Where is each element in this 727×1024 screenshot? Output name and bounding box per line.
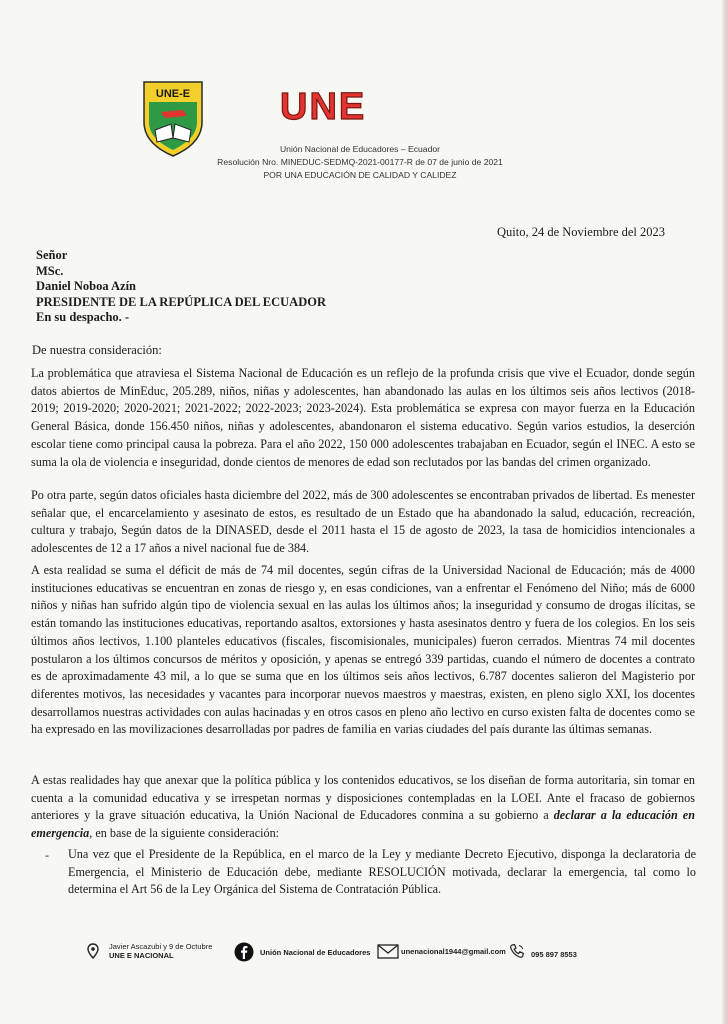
body-bullet-paragraph: Una vez que el Presidente de la República, en el marco de la Ley y mediante Decreto Ejecutivo, disponga la declaratoria de Emergencia, el Ministerio de Educación debe, mediante RESOLUCIÓN motivada, declarar la emergencia, tal como lo determina el Art 56 de la Ley Orgánica del Sistema de Contratación Pública. [68, 847, 696, 897]
footer-email[interactable] [377, 944, 506, 959]
shield-label: UNE-E [155, 88, 191, 100]
org-name: Unión Nacional de Educadores – Ecuador [279, 144, 441, 154]
address-line-3: Daniel Noboa Azín [36, 279, 137, 293]
organization-header [190, 143, 530, 182]
footer-phone[interactable] [509, 943, 577, 959]
letter-date: Quito, 24 de Noviembre del 2023 [497, 225, 666, 239]
page-edge-shadow [721, 0, 727, 1024]
facebook-icon [234, 942, 254, 962]
letter-footer [0, 938, 727, 968]
footer-address-line-2: UNE E NACIONAL [109, 951, 174, 960]
body-paragraph-3: A esta realidad se suma el déficit de más de 74 mil docentes, según cifras de la Universidad Nacional de Educación; más de 4000 instituciones educativas se encuentran en zonas de riesgo y, en esas condiciones, van a enfrentar el Fenómeno del Niño; más de 6000 niños y niñas han sufrido algún tipo de violencia sexual en las aulas los últimos años; la inseguridad y consumo de drogas ilícitas, se están tomando las instituciones educativas, reportando asaltos, extorsiones y hasta asesinatos dentro y fuera de los colegios. En los seis últimos años lectivos, 1.100 planteles educativos (fiscales, fiscomisionales, municipales) fueron cerrados. Mientras 74 mil docentes postularon a los últimos concursos de méritos y oposición, y apenas se entregó 339 partidas, cuando el número de docentes a contrato es de aproximadamente 43 mil, a lo que se suma que en los últimos seis años lectivos, 6.787 docentes salieron del Magisterio por diferentes motivos, las necesidades y vacantes para incorporar nuevos maestros y maestras, existen, en pleno siglo XXI, los docentes desarrollamos nuestras actividades con aulas hacinadas y en otros casos en pleno año lectivo en curso existen falta de docentes como se ha expresado en las movilizaciones desarrolladas por padres de familia en varias ciudades del país durante las últimas semanas. [31, 563, 695, 737]
body-paragraph-1: La problemática que atraviesa el Sistema Nacional de Educación es un reflejo de la profunda crisis que vive el Ecuador, donde según datos abiertos de MinEduc, 205.289, niños, niñas y adolescentes, han abandonado las aulas en los últimos seis años lectivos (2018-2019; 2019-2020; 2020-2021; 2021-2022; 2022-2023; 2023-2024). Esta problemática se expresa con mayor fuerza en la Educación General Básica, donde 156.450 niños, niñas y adolescentes, abandonaron el sistema educativo. Según varios estudios, la deserción escolar tiene como principal causa la pobreza. Para el año 2022, 150 000 adolescentes trabajaban en Ecuador, según el INEC. A esto se suma la ola de violencia e inseguridad, donde cientos de menores de edad son reclutados por las bandas del crimen organizado. [31, 366, 695, 469]
address-line-2: MSc. [36, 263, 64, 278]
mail-icon [377, 944, 399, 959]
une-brand-logo: UNE [280, 86, 367, 128]
body-paragraph-4 [31, 772, 695, 843]
footer-address [87, 942, 212, 960]
phone-icon [509, 943, 525, 959]
footer-facebook[interactable] [234, 942, 370, 962]
body-paragraph-2: Po otra parte, según datos oficiales hasta diciembre del 2022, más de 300 adolescentes se encontraban privados de libertad. Es menester señalar que, el encarcelamiento y asesinato de estos, es resultado de un Estado que ha abandonado la salud, educación, recreación, cultura y trabajo, Según datos de la DINASED, desde el 2011 hasta el 15 de agosto de 2023, la tasa de homicidios intencionales a adolescentes de 12 a 17 años a nivel nacional fue de 384. [31, 488, 695, 556]
phone-number: 095 897 8553 [531, 949, 577, 959]
org-resolution: Resolución Nro. MINEDUC-SEDMQ-2021-00177-R de 07 de junio de 2021 [217, 157, 503, 167]
bullet-marker: - [45, 848, 49, 862]
emergency-emphasis: declarar a la educación en emergencia [31, 808, 695, 841]
footer-address-line-1: Javier Ascazubi y 9 de Octubre [109, 942, 213, 951]
email-address: unenacional1944@gmail.com [401, 947, 506, 956]
location-pin-icon [87, 943, 99, 959]
facebook-label: Unión Nacional de Educadores [260, 947, 371, 957]
address-line-5: En su despacho. - [36, 310, 130, 324]
address-line-1: Señor [36, 248, 68, 262]
paragraph-4-text-b: , en base de la siguiente consideración: [89, 826, 280, 841]
salutation: De nuestra consideración: [32, 343, 162, 357]
recipient-address [36, 248, 326, 326]
address-line-4: PRESIDENTE DE LA REPÚPLICA DEL ECUADOR [36, 294, 326, 309]
paragraph-4-text-a: A estas realidades hay que anexar que la política pública y los contenidos educativos, se los diseñan de forma autoritaria, sin tomar en cuenta a la comunidad educativa y se irrespetan normas y disposiciones contempladas en la LOEI. Ante el fracaso de gobiernos anteriores y la grave situación educativa, la Unión Nacional de Educadores conmina a su gobierno a [31, 773, 695, 823]
org-motto: POR UNA EDUCACIÓN DE CALIDAD Y CALIDEZ [263, 170, 457, 180]
